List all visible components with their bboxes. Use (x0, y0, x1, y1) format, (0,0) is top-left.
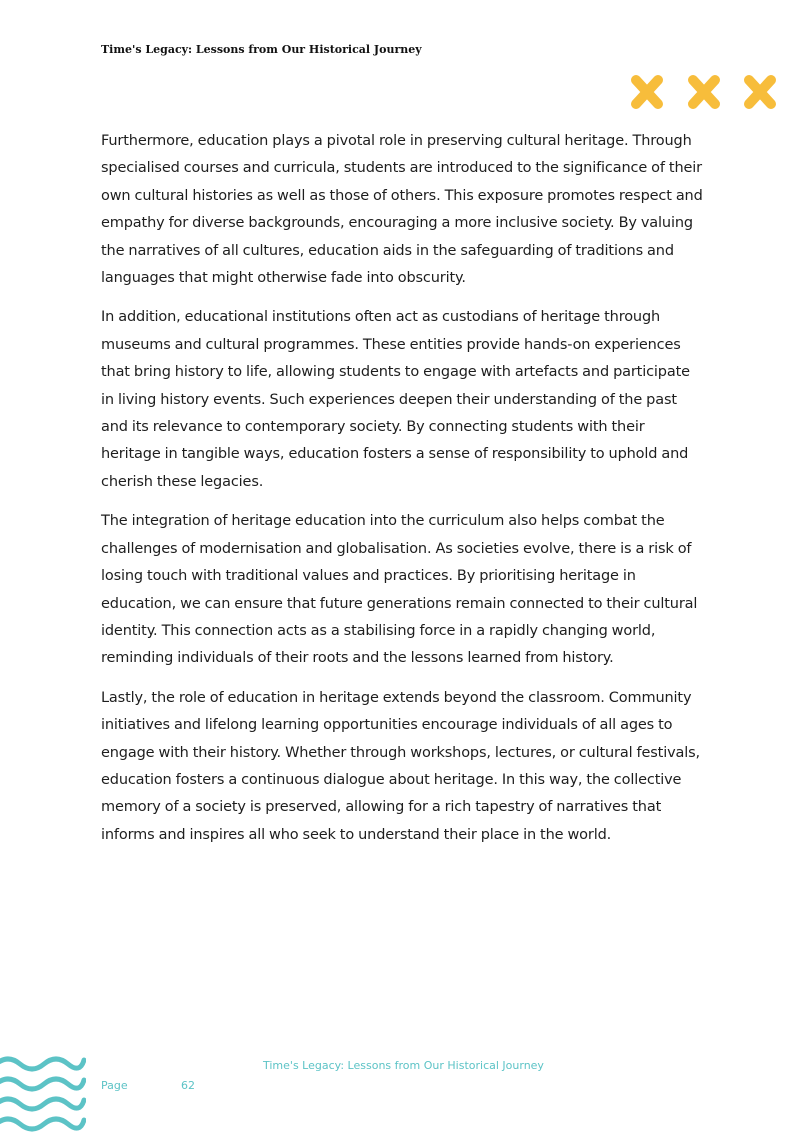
footer-page-label: Page (101, 1079, 128, 1092)
paragraph: In addition, educational institutions often act as custodians of heritage through museums and cultural programmes. These entities provide hands-on experiences that bring history to life, allowing students to engage with artefacts and participate in living history events. Such experiences deepen their understanding of the past and its relevance to contemporary society. By connecting students with their heritage in tangible ways, education fosters a sense of responsibility to uphold and cherish these legacies. (101, 309, 690, 490)
footer-page-number: 62 (181, 1079, 195, 1092)
body-text (101, 128, 705, 861)
footer-title: Time's Legacy: Lessons from Our Historical Journey (263, 1059, 544, 1072)
decorative-waves-icon (0, 1052, 86, 1132)
decorative-crosses-icon (627, 72, 783, 112)
paragraph: The integration of heritage education into the curriculum also helps combat the challenges of modernisation and globalisation. As societies evolve, there is a risk of losing touch with traditional values and practices. By prioritising heritage in education, we can ensure that future generations remain connected to their cultural identity. This connection acts as a stabilising force in a rapidly changing world, reminding individuals of their roots and the lessons learned from history. (101, 513, 698, 667)
cross-icon (693, 80, 715, 104)
cross-icon (749, 80, 771, 104)
paragraph: Furthermore, education plays a pivotal role in preserving cultural heritage. Through specialised courses and curricula, students are introduced to the significance of their own cultural histories as well as those of others. This exposure promotes respect and empathy for diverse backgrounds, encouraging a more inclusive society. By valuing the narratives of all cultures, education aids in the safeguarding of traditions and languages that might otherwise fade into obscurity. (101, 133, 703, 287)
paragraph: Lastly, the role of education in heritage extends beyond the classroom. Community initiatives and lifelong learning opportunities encourage individuals of all ages to engage with their history. Whether through workshops, lectures, or cultural festivals, education fosters a continuous dialogue about heritage. In this way, the collective memory of a society is preserved, allowing for a rich tapestry of narratives that informs and inspires all who seek to understand their place in the world. (101, 689, 700, 843)
running-header-title: Time's Legacy: Lessons from Our Historical Journey (101, 43, 422, 56)
cross-icon (636, 80, 658, 104)
